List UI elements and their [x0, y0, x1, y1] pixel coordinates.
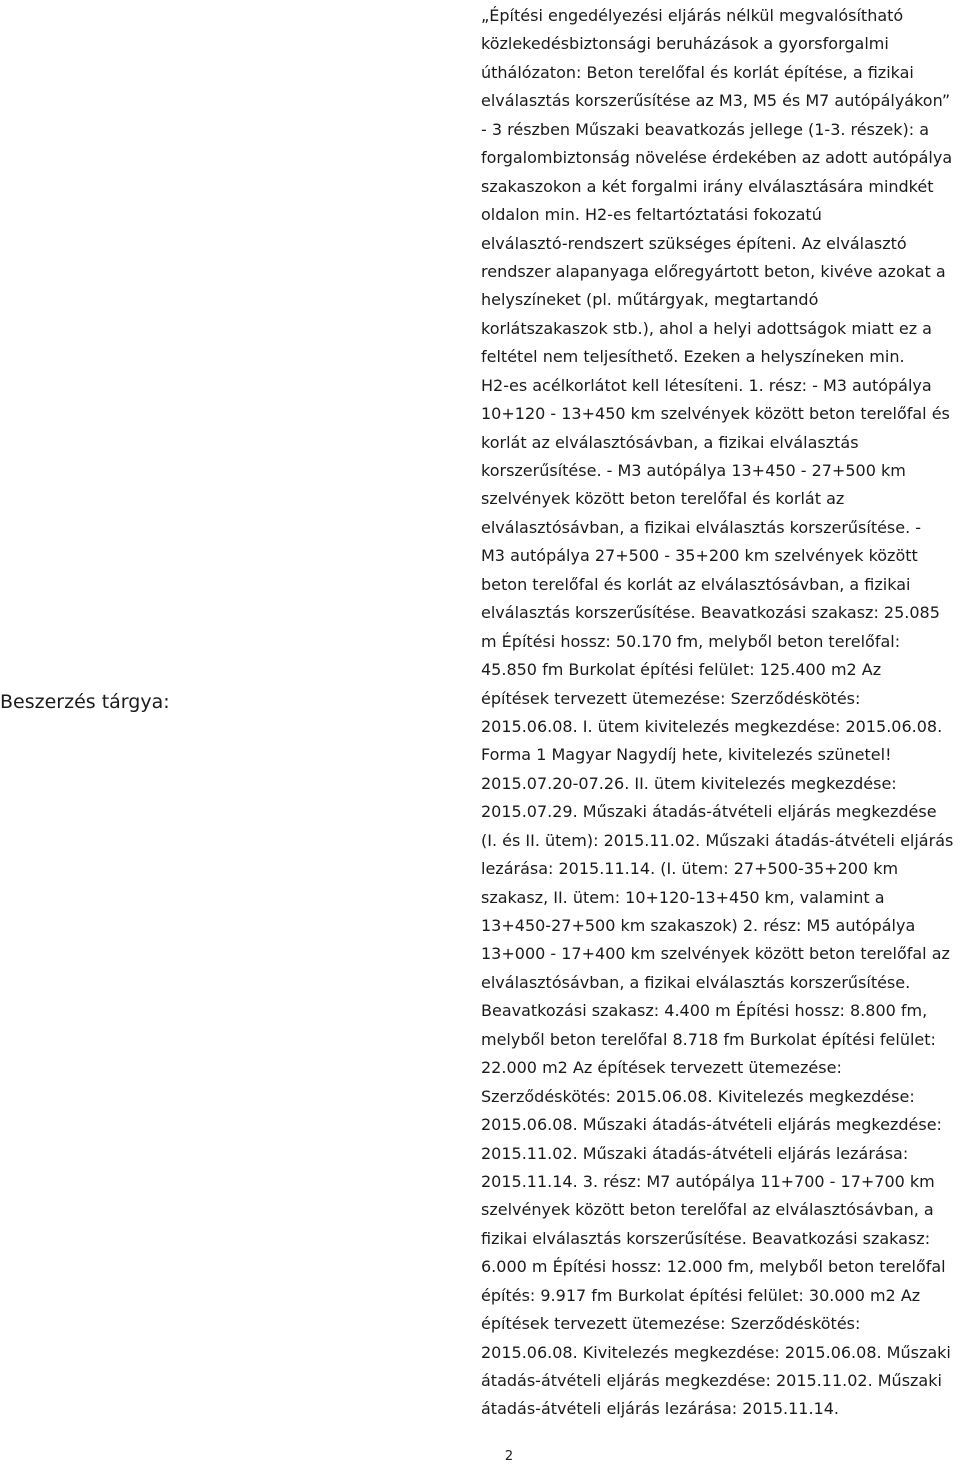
value-text-line: 2015.11.02. Műszaki átadás-átvételi eljárás lezárása:: [481, 1143, 909, 1163]
value-text-line: elválasztó-rendszert szükséges építeni. Az elválasztó: [481, 233, 907, 253]
value-text-line: forgalombiztonság növelése érdekében az adott autópálya: [481, 148, 953, 168]
value-text-line: „Építési engedélyezési eljárás nélkül megvalósítható: [481, 6, 904, 25]
value-text-line: szakaszokon a két forgalmi irány elválasztására mindkét: [481, 176, 934, 196]
value-text-line: elválasztás korszerűsítése. Beavatkozási szakasz: 25.085: [481, 603, 940, 623]
value-text-line: építések tervezett ütemezése: Szerződéskötés:: [481, 688, 861, 708]
value-text-line: szelvények között beton terelőfal az elválasztósávban, a: [481, 1200, 934, 1220]
value-text-line: H2-es acélkorlátot kell létesíteni. 1. rész: - M3 autópálya: [481, 375, 932, 395]
value-text-line: korlátszakaszok stb.), ahol a helyi adottságok miatt ez a: [481, 318, 932, 338]
value-text-line: szakasz, II. ütem: 10+120-13+450 km, valamint a: [481, 887, 885, 907]
value-text-line: korszerűsítése. - M3 autópálya 13+450 - 27+500 km: [481, 461, 906, 480]
value-text-line: feltétel nem teljesíthető. Ezeken a helyszíneken min.: [481, 347, 905, 367]
value-text-line: 10+120 - 13+450 km szelvények között beton terelőfal és: [481, 404, 950, 424]
value-text-line: 2015.06.08. Kivitelezés megkezdése: 2015.06.08. Műszaki: [481, 1342, 951, 1362]
value-text-line: korlát az elválasztósávban, a fizikai elválasztás: [481, 432, 859, 452]
value-text-line: átadás-átvételi eljárás megkezdése: 2015.11.02. Műszaki: [481, 1371, 942, 1390]
value-text-line: m Építési hossz: 50.170 fm, melyből beton terelőfal:: [481, 631, 901, 651]
value-text-line: Beavatkozási szakasz: 4.400 m Építési hossz: 8.800 fm,: [481, 1001, 928, 1021]
value-text-line: helyszíneket (pl. műtárgyak, megtartandó: [481, 290, 819, 310]
value-text-line: beton terelőfal és korlát az elválasztósávban, a fizikai: [481, 574, 911, 594]
value-text-line: fizikai elválasztás korszerűsítése. Beavatkozási szakasz:: [481, 1228, 931, 1248]
value-text-line: átadás-átvételi eljárás lezárása: 2015.11.14.: [481, 1399, 839, 1419]
value-text-line: elválasztósávban, a fizikai elválasztás korszerűsítése.: [481, 972, 911, 992]
value-text-line: oldalon min. H2-es feltartóztatási fokozatú: [481, 205, 822, 225]
value-text-line: - 3 részben Műszaki beavatkozás jellege (1-3. részek): a: [481, 119, 929, 139]
field-value-subject: [481, 2, 960, 1424]
value-text-line: elválasztósávban, a fizikai elválasztás korszerűsítése. -: [481, 517, 922, 537]
value-text-line: rendszer alapanyaga előregyártott beton, kivéve azokat a: [481, 261, 946, 281]
value-text-line: Szerződéskötés: 2015.06.08. Kivitelezés megkezdése:: [481, 1086, 915, 1106]
value-text-line: szelvények között beton terelőfal és korlát az: [481, 489, 845, 509]
value-text-line: úthálózaton: Beton terelőfal és korlát építése, a fizikai: [481, 62, 914, 82]
value-text-line: 2015.07.20-07.26. II. ütem kivitelezés megkezdése:: [481, 773, 897, 793]
value-text-line: M3 autópálya 27+500 - 35+200 km szelvények között: [481, 546, 918, 566]
value-text-line: 22.000 m2 Az építések tervezett ütemezése:: [481, 1058, 842, 1078]
value-text-line: 6.000 m Építési hossz: 12.000 fm, melyből beton terelőfal: [481, 1257, 946, 1277]
value-text-line: 13+450-27+500 km szakaszok) 2. rész: M5 autópálya: [481, 916, 916, 935]
page-number: 2: [504, 1449, 514, 1464]
value-text-line: elválasztás korszerűsítése az M3, M5 és M7 autópályákon”: [481, 91, 951, 111]
value-text-line: (I. és II. ütem): 2015.11.02. Műszaki átadás-átvételi eljárás: [481, 830, 954, 850]
value-text-line: építések tervezett ütemezése: Szerződéskötés:: [481, 1314, 861, 1334]
value-text-line: melyből beton terelőfal 8.718 fm Burkolat építési felület:: [481, 1029, 936, 1049]
value-text-line: 2015.11.14. 3. rész: M7 autópálya 11+700 - 17+700 km: [481, 1171, 935, 1191]
value-text-line: 13+000 - 17+400 km szelvények között beton terelőfal az: [481, 944, 950, 964]
value-text-line: közlekedésbiztonsági beruházások a gyorsforgalmi: [481, 34, 889, 54]
value-text-line: 2015.06.08. I. ütem kivitelezés megkezdése: 2015.06.08.: [481, 716, 943, 736]
value-text-line: építés: 9.917 fm Burkolat építési felület: 30.000 m2 Az: [481, 1285, 921, 1305]
value-text-line: 2015.07.29. Műszaki átadás-átvételi eljárás megkezdése: [481, 802, 937, 822]
value-text-line: lezárása: 2015.11.14. (I. ütem: 27+500-35+200 km: [481, 859, 899, 879]
value-text-line: Forma 1 Magyar Nagydíj hete, kivitelezés szünetel!: [481, 745, 892, 765]
value-text-line: 2015.06.08. Műszaki átadás-átvételi eljárás megkezdése:: [481, 1115, 942, 1135]
value-text-line: 45.850 fm Burkolat építési felület: 125.400 m2 Az: [481, 660, 882, 680]
field-label-subject: Beszerzés tárgya:: [0, 691, 170, 713]
